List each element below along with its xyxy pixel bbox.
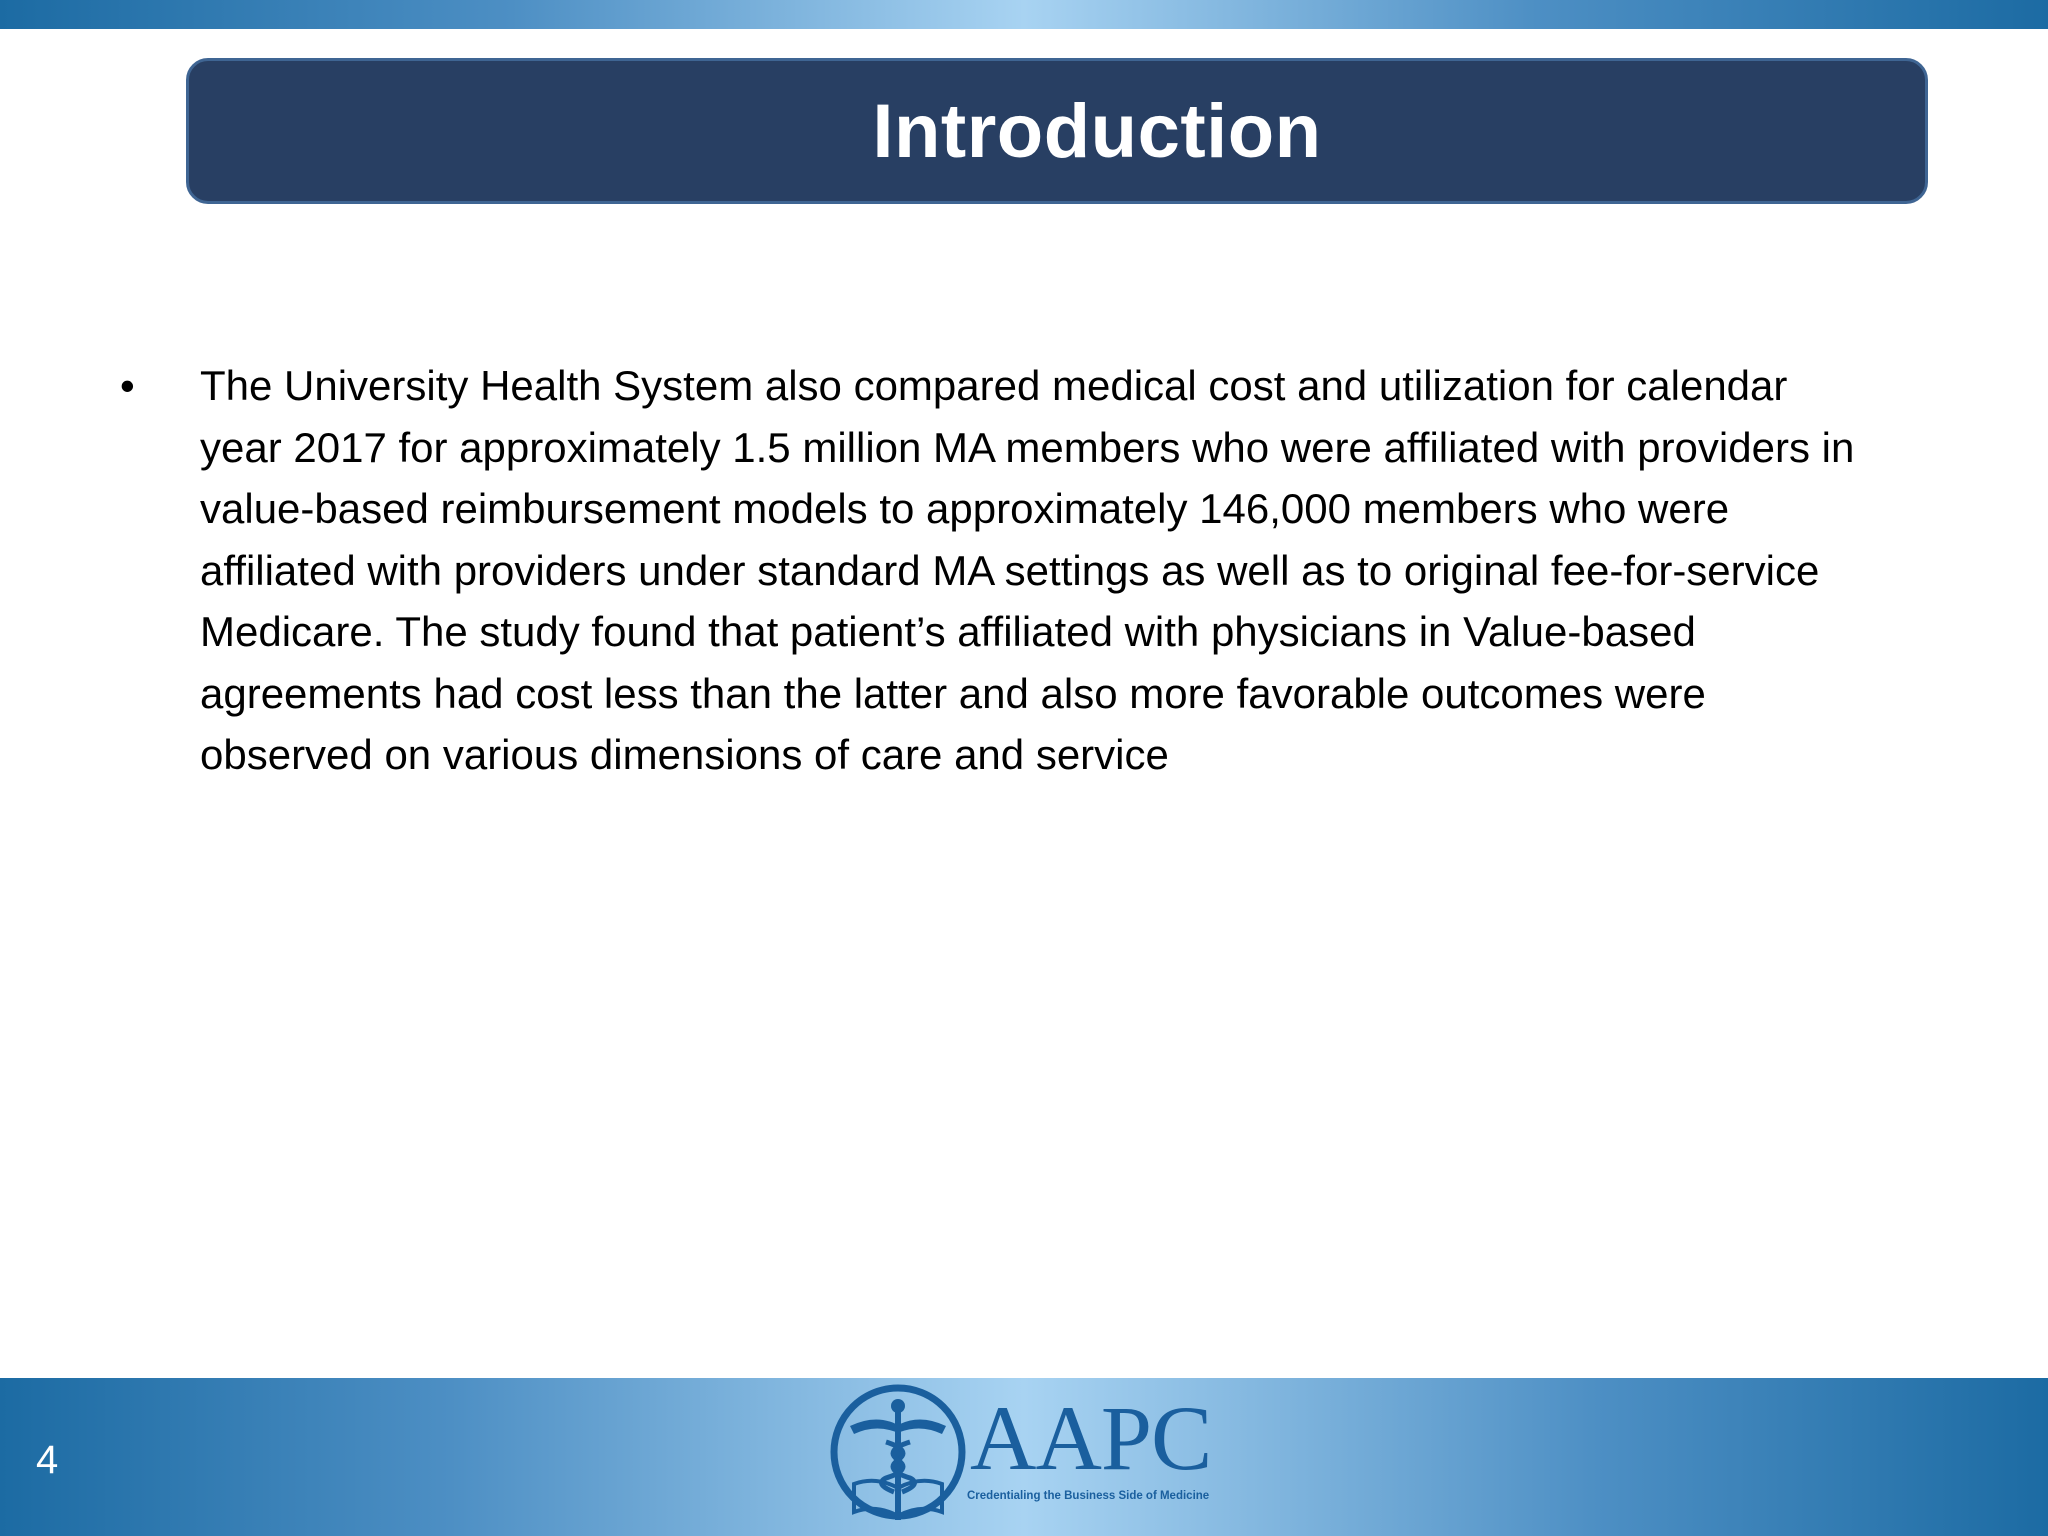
bullet-marker: • [120, 362, 135, 409]
logo-wordmark: AAPC [970, 1387, 1212, 1489]
slide-number: 4 [36, 1438, 59, 1482]
aapc-logo [830, 1384, 1230, 1529]
bullet-text: The University Health System also compared medical cost and utilization for calendar year 2017 for approximately 1.5 million MA members who were affiliated with providers in value-based reimbursement models to approximately 146,000 members who were affiliated with providers under standard MA settings as well as to original fee-for-service Medicare. The study found that patient’s affiliated with physicians in Value-based agreements had cost less than the latter and also more favorable outcomes were observed on various dimensions of care and service [200, 362, 1855, 778]
title-banner [186, 58, 1928, 204]
caduceus-book-emblem-icon [830, 1384, 970, 1529]
slide-title: Introduction [872, 88, 1322, 174]
logo-tagline: Credentialing the Business Side of Medicine [967, 1490, 1210, 1502]
top-gradient-band [0, 0, 2048, 29]
